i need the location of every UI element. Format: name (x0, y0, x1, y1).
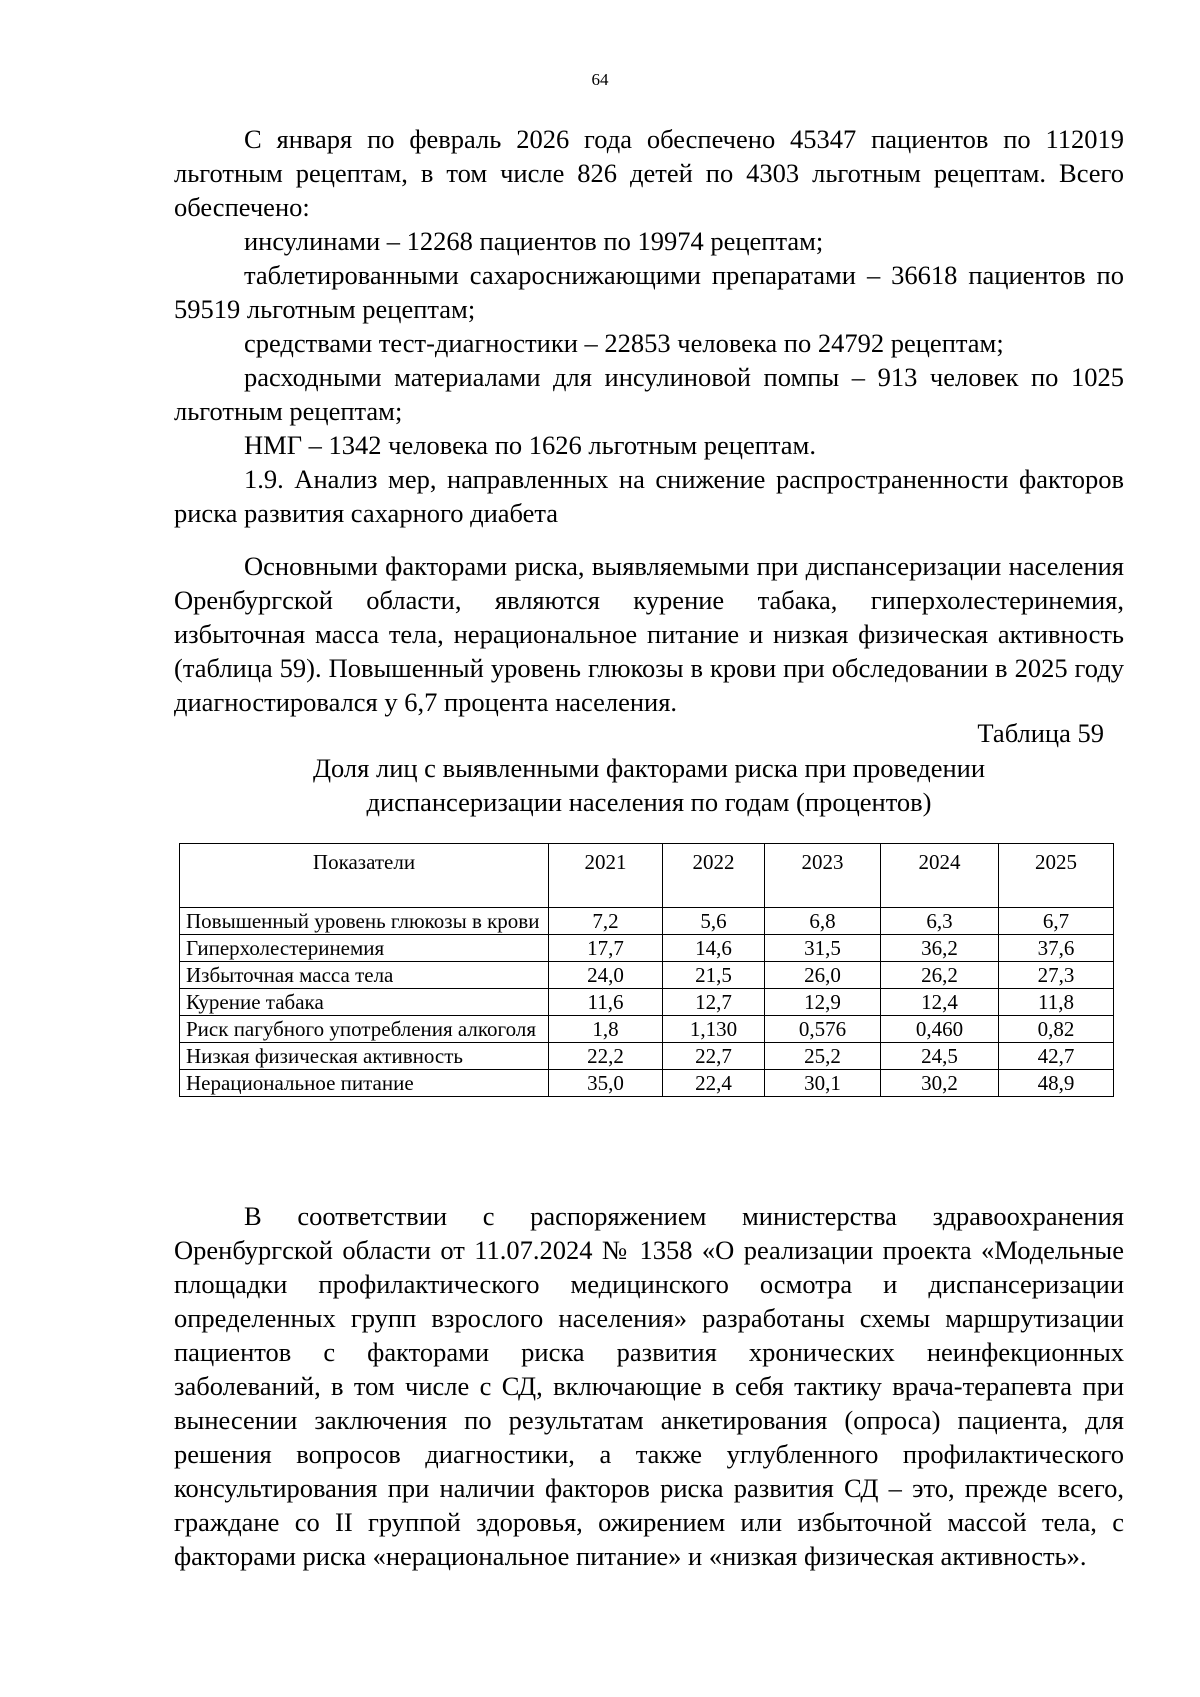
column-header: 2021 (549, 844, 663, 908)
table-row (180, 1070, 1114, 1097)
table-cell: 30,2 (881, 1070, 999, 1097)
table-cell: 1,130 (663, 1016, 765, 1043)
table-cell: 7,2 (549, 908, 663, 935)
table-caption-line-2: диспансеризации населения по годам (процентов) (366, 787, 932, 817)
table-cell: 17,7 (549, 935, 663, 962)
list-item-test-diagnostics: средствами тест-диагностики – 22853 человека по 24792 рецептам; (244, 328, 1004, 358)
column-header: Показатели (180, 844, 549, 908)
column-header: 2024 (881, 844, 999, 908)
row-label: Риск пагубного употребления алкоголя (180, 1016, 549, 1043)
table-cell: 42,7 (999, 1043, 1114, 1070)
page-number: 64 (591, 70, 609, 89)
row-label: Низкая физическая активность (180, 1043, 549, 1070)
column-header: 2022 (663, 844, 765, 908)
paragraph-supply-summary: С января по февраль 2026 года обеспечено 45347 пациентов по 112019 льготным рецептам, в том числе 826 детей по 4303 льготным рецептам. Всего обеспечено: (174, 124, 1124, 222)
row-label: Нерациональное питание (180, 1070, 549, 1097)
table-caption (174, 751, 1124, 819)
table-cell: 30,1 (765, 1070, 881, 1097)
table-cell: 48,9 (999, 1070, 1114, 1097)
risk-factors-text-block (174, 549, 1124, 719)
table-caption-line-1: Доля лиц с выявленными факторами риска при проведении (312, 753, 986, 783)
table-cell: 25,2 (765, 1043, 881, 1070)
list-item-nmg: НМГ – 1342 человека по 1626 льготным рецептам. (244, 430, 816, 460)
table-cell: 26,2 (881, 962, 999, 989)
table-cell: 0,576 (765, 1016, 881, 1043)
table-cell: 24,0 (549, 962, 663, 989)
column-header: 2023 (765, 844, 881, 908)
table-number: Таблица 59 (977, 718, 1104, 748)
table-cell: 35,0 (549, 1070, 663, 1097)
table-cell: 6,8 (765, 908, 881, 935)
table-cell: 11,8 (999, 989, 1114, 1016)
table-row (180, 1043, 1114, 1070)
table-row (180, 962, 1114, 989)
paragraph-routing-order: В соответствии с распоряжением министерства здравоохранения Оренбургской области от 11.07.2024 № 1358 «О реализации проекта «Модельные площадки профилактического медицинского осмотра и диспансеризации определенных групп взрослого населения» разработаны схемы маршрутизации пациентов с факторами риска развития хронических неинфекционных заболеваний, в том числе с СД, включающие в себя тактику врача-терапевта при вынесении заключения по результатам анкетирования (опроса) пациента, для решения вопросов диагностики, а также углубленного профилактического консультирования при наличии факторов риска развития СД – это, прежде всего, граждане со II группой здоровья, ожирением или избыточной массой тела, с факторами риска «нерациональное питание» и «низкая физическая активность». (174, 1201, 1124, 1571)
table-row (180, 908, 1114, 935)
table-cell: 22,2 (549, 1043, 663, 1070)
table-cell: 26,0 (765, 962, 881, 989)
row-label: Избыточная масса тела (180, 962, 549, 989)
table-cell: 14,6 (663, 935, 765, 962)
table-cell: 11,6 (549, 989, 663, 1016)
list-item-pump-supplies: расходными материалами для инсулиновой помпы – 913 человек по 1025 льготным рецептам; (174, 362, 1124, 426)
paragraph-risk-factors: Основными факторами риска, выявляемыми при диспансеризации населения Оренбургской области, являются курение табака, гиперхолестеринемия, избыточная масса тела, нерациональное питание и низкая физическая активность (таблица 59). Повышенный уровень глюкозы в крови при обследовании в 2025 году диагностировался у 6,7 процента населения. (174, 551, 1124, 717)
row-label: Повышенный уровень глюкозы в крови (180, 908, 549, 935)
table-cell: 27,3 (999, 962, 1114, 989)
table-row (180, 989, 1114, 1016)
row-label: Гиперхолестеринемия (180, 935, 549, 962)
table-cell: 1,8 (549, 1016, 663, 1043)
bottom-text-block (174, 1199, 1124, 1573)
table-cell: 37,6 (999, 935, 1114, 962)
list-item-tablets: таблетированными сахароснижающими препаратами – 36618 пациентов по 59519 льготным рецептам; (174, 260, 1124, 324)
table-cell: 31,5 (765, 935, 881, 962)
top-text-block (174, 122, 1124, 530)
table-cell: 0,460 (881, 1016, 999, 1043)
table-cell: 5,6 (663, 908, 765, 935)
table-cell: 12,9 (765, 989, 881, 1016)
table-cell: 12,4 (881, 989, 999, 1016)
table-cell: 6,7 (999, 908, 1114, 935)
table-cell: 0,82 (999, 1016, 1114, 1043)
row-label: Курение табака (180, 989, 549, 1016)
table-cell: 36,2 (881, 935, 999, 962)
table-cell: 6,3 (881, 908, 999, 935)
table-cell: 12,7 (663, 989, 765, 1016)
table-row (180, 1016, 1114, 1043)
section-heading: 1.9. Анализ мер, направленных на снижение распространенности факторов риска развития сахарного диабета (174, 464, 1124, 528)
list-item-insulin: инсулинами – 12268 пациентов по 19974 рецептам; (244, 226, 824, 256)
table-cell: 22,7 (663, 1043, 765, 1070)
risk-factors-table (179, 843, 1114, 1097)
table-cell: 22,4 (663, 1070, 765, 1097)
table-row (180, 935, 1114, 962)
column-header: 2025 (999, 844, 1114, 908)
table-header-row (180, 844, 1114, 908)
table-cell: 21,5 (663, 962, 765, 989)
table-cell: 24,5 (881, 1043, 999, 1070)
